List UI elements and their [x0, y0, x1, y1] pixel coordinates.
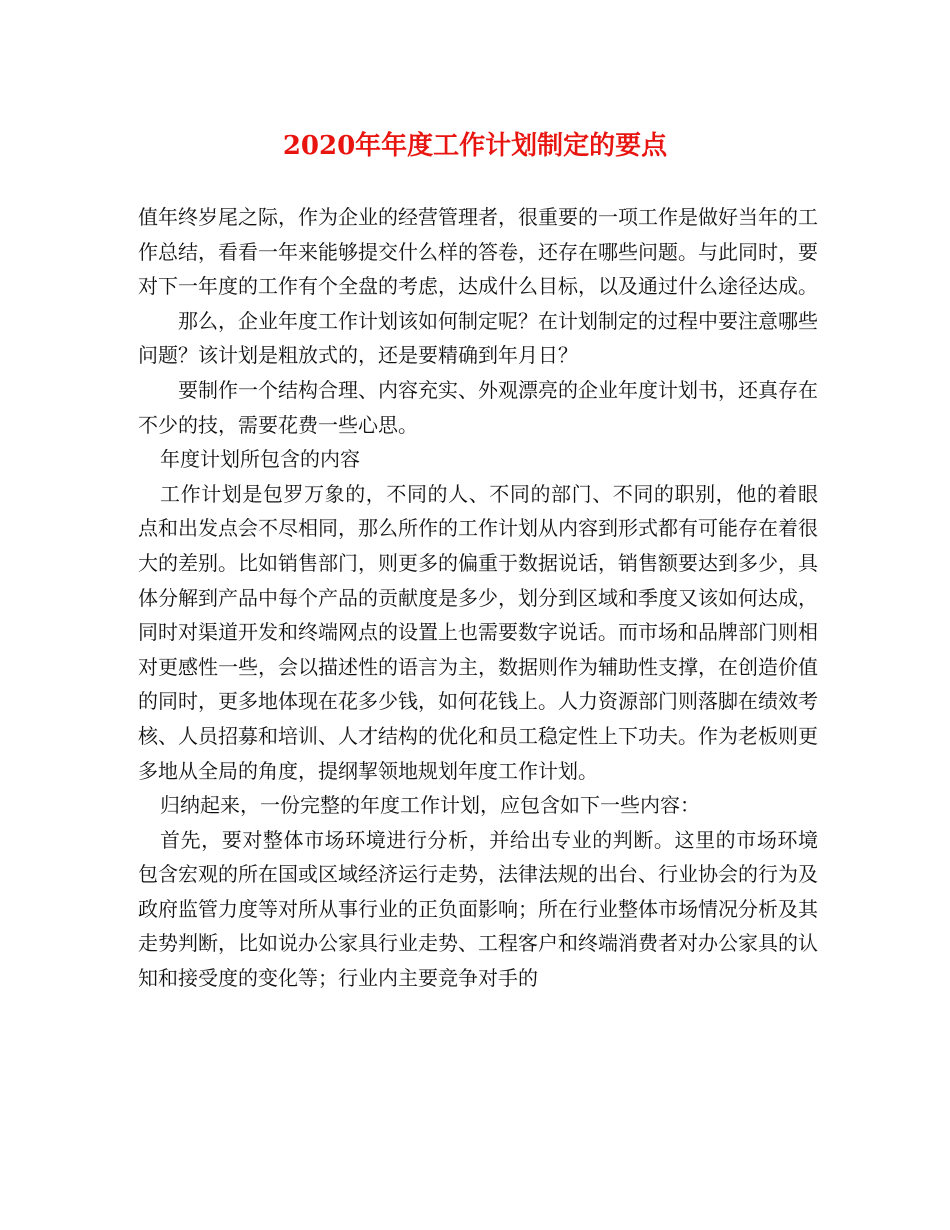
paragraph-market-analysis: 首先，要对整体市场环境进行分析，并给出专业的判断。这里的市场环境包含宏观的所在国或区域经济运行走势，法律法规的出台、行业协会的行为及政府监管力度等对所从事行业的正负面影响；所在行业整体市场情况分析及其走势判断，比如说办公家具行业走势、工程客户和终端消费者对办公家具的认知和接受度的变化等；行业内主要竞争对手的: [138, 827, 818, 991]
paragraph-plan-scope: 工作计划是包罗万象的，不同的人、不同的部门、不同的职别，他的着眼点和出发点会不尽相同，那么所作的工作计划从内容到形式都有可能存在着很大的差别。比如销售部门，则更多的偏重于数据说话，销售额要达到多少，具体分解到产品中每个产品的贡献度是多少，划分到区域和季度又该如何达成，同时对渠道开发和终端网点的设置上也需要数字说话。而市场和品牌部门则相对更感性一些，会以描述性的语言为主，数据则作为辅助性支撑，在创造价值的同时，更多地体现在花多少钱，如何花钱上。人力资源部门则落脚在绩效考核、人员招募和培训、人才结构的优化和员工稳定性上下功夫。作为老板则更多地从全局的角度，提纲挈领地规划年度工作计划。: [138, 481, 818, 783]
paragraph-question: 那么，企业年度工作计划该如何制定呢？在计划制定的过程中要注意哪些问题？该计划是粗放式的，还是要精确到年月日？: [138, 308, 818, 368]
paragraph-summary: 归纳起来，一份完整的年度工作计划，应包含如下一些内容：: [160, 793, 700, 818]
section-heading-plan-contents: 年度计划所包含的内容: [160, 447, 360, 472]
paragraph-intro: 值年终岁尾之际，作为企业的经营管理者，很重要的一项工作是做好当年的工作总结，看看一年来能够提交什么样的答卷，还存在哪些问题。与此同时，要对下一年度的工作有个全盘的考虑，达成什么目标，以及通过什么途径达成。: [138, 205, 818, 299]
document-body: [138, 200, 818, 996]
document-title: 2020年年度工作计划制定的要点: [282, 131, 668, 161]
paragraph-effort: 要制作一个结构合理、内容充实、外观漂亮的企业年度计划书，还真存在不少的技，需要花费一些心思。: [138, 377, 818, 437]
